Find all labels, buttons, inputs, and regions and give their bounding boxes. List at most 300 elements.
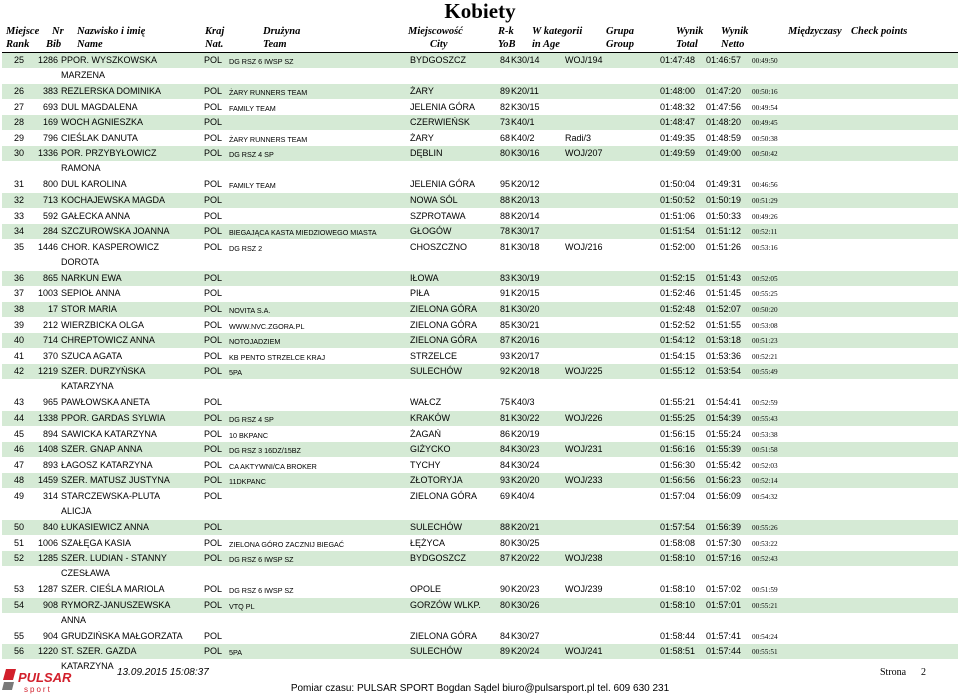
cell-nat: POL [204,148,223,159]
cell-category: K20/19 [511,428,540,439]
table-row [0,271,960,287]
cell-nat: POL [204,55,223,65]
cell-group: WOJ/238 [565,553,603,564]
cell-nat: POL [204,132,223,143]
cell-name: ST. SZER. GAZDA [61,646,137,657]
header-nazwisko: Nazwisko i imię [77,26,146,37]
cell-split: 00:52:43 [752,555,778,564]
cell-yob: 89 [499,646,510,657]
cell-yob: 90 [499,584,510,595]
cell-team: DG RSZ 6 IWSP SZ [229,586,294,596]
cell-nat: POL [204,272,223,283]
page-title: Kobiety [444,0,516,23]
cell-total: 01:58:10 [660,553,696,564]
cell-city: SULECHÓW [410,366,463,377]
cell-split: 00:53:38 [752,430,778,439]
cell-bib: 1003 [37,288,58,299]
cell-team: 10 BKPANC [229,430,269,440]
table-row [0,302,960,318]
cell-rank: 31 [13,179,24,190]
cell-team: 5PA [229,368,243,378]
cell-team: ŻARY RUNNERS TEAM [229,134,308,144]
cell-yob: 75 [499,397,510,408]
table-row [0,100,960,116]
cell-city: ZŁOTORYJA [410,475,463,486]
cell-netto: 01:54:39 [706,413,742,423]
cell-bib: 592 [42,210,58,221]
cell-name: NARKUN EWA [61,272,122,283]
cell-netto: 01:55:42 [706,459,742,470]
cell-yob: 80 [499,599,510,610]
cell-rank: 27 [13,101,24,112]
cell-bib: 1338 [37,413,58,423]
cell-city: DĘBLIN [410,148,443,159]
header-name: Name [77,39,103,50]
cell-nat: POL [204,630,223,641]
cell-team: DG RSZ 6 IWSP SZ [229,555,294,565]
cell-nat: POL [204,366,223,377]
cell-city: JELENIA GÓRA [410,179,476,190]
header-team: Team [263,39,287,50]
cell-city: CZERWIEŃSK [410,117,470,128]
cell-netto: 01:57:16 [706,553,742,564]
cell-total: 01:56:15 [660,428,696,439]
cell-total: 01:51:54 [660,226,696,237]
cell-netto: 01:57:02 [706,584,742,595]
cell-total: 01:58:51 [660,646,696,657]
cell-team: FAMILY TEAM [229,103,276,113]
cell-category: K20/12 [511,179,540,190]
cell-netto: 01:53:36 [706,350,742,361]
table-row [0,333,960,349]
cell-city: PIŁA [410,288,430,299]
cell-nat: POL [204,646,223,657]
cell-bib: 17 [47,304,58,314]
cell-netto: 01:54:41 [706,397,742,408]
cell-category: K30/14 [511,55,540,65]
table-row [0,489,960,520]
cell-name-continued: CZESŁAWA [61,568,110,579]
cell-team: ŻARY RUNNERS TEAM [229,88,308,97]
cell-yob: 93 [499,350,510,361]
cell-team: KB PENTO STRZELCE KRAJ [229,352,326,362]
cell-netto: 01:49:31 [706,179,742,190]
table-row [0,598,960,629]
cell-city: ZIELONA GÓRA [410,304,478,314]
cell-rank: 50 [13,522,24,532]
table-row [0,364,960,395]
cell-netto: 01:52:07 [706,304,742,314]
cell-category: K20/22 [511,553,540,564]
cell-split: 00:50:16 [752,88,778,96]
cell-name: SZAŁĘGA KASIA [61,537,132,548]
cell-yob: 83 [499,272,510,283]
cell-total: 01:58:10 [660,584,696,595]
cell-total: 01:51:06 [660,210,696,221]
cell-category: K20/11 [511,86,539,96]
cell-split: 00:55:25 [752,290,778,299]
cell-rank: 32 [13,195,24,205]
cell-team: BIEGAJĄCA KASTA MIEDZIOWEGO MIASTA [229,228,377,238]
cell-team: DG RSZ 4 SP [229,150,274,160]
cell-split: 00:55:51 [752,648,778,657]
cell-netto: 01:51:45 [706,288,742,299]
header-checkpoints: Check points [851,26,908,37]
header-inage: in Age [532,39,560,50]
cell-bib: 894 [42,428,58,439]
cell-rank: 56 [13,646,24,657]
cell-total: 01:54:15 [660,350,696,361]
cell-rank: 29 [13,132,24,143]
table-row [0,286,960,302]
cell-bib: 796 [42,132,58,143]
cell-category: K20/18 [511,366,540,377]
cell-total: 01:55:12 [660,366,696,377]
cell-team: ZIELONA GÓRO ZACZNIJ BIEGAĆ [229,539,345,549]
cell-netto: 01:56:09 [706,491,742,501]
cell-category: K30/26 [511,599,540,610]
cell-bib: 965 [42,397,58,408]
cell-rank: 34 [13,226,24,237]
cell-category: K20/24 [511,646,540,657]
cell-category: K30/19 [511,272,540,283]
cell-city: IŁOWA [410,272,439,283]
cell-rank: 38 [13,304,24,314]
table-row [0,411,960,427]
cell-split: 00:51:29 [752,197,778,205]
cell-city: OPOLE [410,584,442,595]
cell-name: GRUDZIŃSKA MAŁGORZATA [61,630,183,641]
cell-category: K30/17 [511,226,540,237]
table-row [0,146,960,177]
cell-bib: 383 [42,86,58,96]
cell-yob: 92 [499,366,510,377]
cell-nat: POL [204,319,223,330]
cell-split: 00:55:43 [752,415,778,423]
cell-netto: 01:50:19 [706,195,742,205]
cell-split: 00:46:56 [752,181,778,190]
cell-nat: POL [204,195,223,205]
header-miejscowosc: Miejscowość [408,26,463,37]
cell-name-continued: ALICJA [61,506,92,516]
cell-rank: 26 [13,86,24,96]
cell-yob: 84 [499,459,510,470]
cell-team: DG RSZ 3 16DZ/15BZ [229,446,301,456]
cell-bib: 693 [42,101,58,112]
cell-rank: 44 [13,413,24,423]
cell-name: PPOR. GARDAS SYLWIA [61,413,166,423]
cell-category: K20/17 [511,350,540,361]
cell-city: ZIELONA GÓRA [410,319,478,330]
cell-split: 00:52:05 [752,274,778,283]
cell-netto: 01:57:01 [706,599,742,610]
cell-total: 01:56:56 [660,475,696,486]
cell-rank: 35 [13,241,24,252]
cell-netto: 01:51:55 [706,319,742,330]
header-wkategorii: W kategorii [532,26,583,37]
cell-rank: 40 [13,335,24,346]
cell-team: FAMILY TEAM [229,181,276,191]
timing-credit: Pomiar czasu: PULSAR SPORT Bogdan Sądel biuro@pulsarsport.pl tel. 609 630 231 [290,683,670,694]
cell-nat: POL [204,553,223,564]
cell-total: 01:55:21 [660,397,696,408]
row-shading [2,302,958,317]
cell-total: 01:57:04 [660,491,696,501]
cell-city: TYCHY [410,459,441,470]
cell-name: PAWŁOWSKA ANETA [61,397,150,408]
cell-bib: 840 [42,522,58,532]
header-kraj: Kraj [205,26,225,37]
table-row [0,395,960,411]
cell-nat: POL [204,444,223,455]
cell-split: 00:53:16 [752,243,778,252]
cell-split: 00:53:08 [752,321,778,330]
cell-bib: 1286 [37,55,58,65]
cell-yob: 78 [499,226,510,237]
cell-name: CIEŚLAK DANUTA [61,132,138,143]
table-row [0,551,960,582]
header-yob: YoB [498,39,516,50]
cell-name: STARCZEWSKA-PLUTA [61,491,161,501]
table-row [0,84,960,100]
cell-city: WAŁCZ [410,397,442,408]
cell-category: K40/4 [511,491,535,501]
cell-name: POR. PRZYBYŁOWICZ [61,148,157,159]
cell-rank: 48 [13,475,24,486]
cell-bib: 1285 [37,553,58,564]
table-row [0,115,960,131]
cell-city: ŁĘŻYCA [410,537,446,548]
header-bib: Bib [46,39,62,50]
cell-nat: POL [204,475,223,486]
cell-netto: 01:49:00 [706,148,742,159]
header-nat: Nat. [205,39,224,50]
cell-nat: POL [204,491,223,501]
cell-city: GŁOGÓW [410,226,452,237]
cell-bib: 314 [42,491,58,501]
cell-category: K20/23 [511,584,540,595]
cell-bib: 212 [42,319,58,330]
cell-total: 01:49:35 [660,132,696,143]
cell-total: 01:48:32 [660,101,696,112]
cell-split: 00:49:54 [752,103,778,112]
cell-name: SZER. CIEŚLA MARIOLA [61,584,165,595]
cell-total: 01:58:10 [660,599,696,610]
cell-total: 01:52:46 [660,288,696,299]
cell-group: WOJ/216 [565,241,603,252]
cell-split: 00:51:23 [752,337,778,346]
cell-netto: 01:51:12 [706,226,742,237]
cell-city: ZIELONA GÓRA [410,491,478,501]
cell-team: DG RSZ 4 SP [229,415,274,424]
cell-rank: 54 [13,599,24,610]
cell-nat: POL [204,101,223,112]
table-row [0,473,960,489]
cell-city: GIŻYCKO [410,444,451,455]
cell-group: Radi/3 [565,132,592,143]
page-number: 2 [921,667,926,678]
table-row [0,318,960,334]
cell-nat: POL [204,522,223,532]
cell-rank: 47 [13,459,24,470]
cell-name: SEPIOŁ ANNA [61,288,121,299]
cell-yob: 80 [499,148,510,159]
cell-split: 00:52:11 [752,228,778,237]
cell-name: REZLERSKA DOMINIKA [61,86,162,96]
cell-yob: 81 [499,241,510,252]
cell-rank: 42 [13,366,24,377]
header-rank: Rank [6,39,30,50]
cell-netto: 01:55:24 [706,428,742,439]
header-total: Total [676,39,698,50]
header-miejsce: Miejsce [6,26,40,37]
table-row [0,209,960,225]
cell-split: 00:52:21 [752,352,778,361]
cell-city: JELENIA GÓRA [410,101,476,112]
cell-rank: 46 [13,444,24,455]
cell-bib: 893 [42,459,58,470]
cell-nat: POL [204,397,223,408]
cell-total: 01:52:52 [660,319,696,330]
cell-yob: 80 [499,537,510,548]
cell-netto: 01:56:23 [706,475,742,486]
cell-netto: 01:47:56 [706,101,742,112]
cell-category: K40/1 [511,117,535,128]
table-row [0,224,960,240]
cell-nat: POL [204,210,223,221]
cell-city: GORZÓW WLKP. [410,599,481,610]
cell-nat: POL [204,537,223,548]
cell-total: 01:54:12 [660,335,696,346]
cell-split: 00:52:03 [752,461,778,470]
header-wynik-total: Wynik [676,26,704,37]
header-wynik-netto: Wynik [721,26,749,37]
cell-split: 00:49:45 [752,119,778,128]
cell-yob: 82 [499,101,510,112]
cell-split: 00:52:14 [752,477,778,486]
cell-name: PPOR. WYSZKOWSKA [61,55,158,65]
table-row [0,458,960,474]
cell-nat: POL [204,304,223,314]
cell-nat: POL [204,117,223,128]
cell-team: DG RSZ 6 IWSP SZ [229,57,294,66]
cell-city: STRZELCE [410,350,458,361]
cell-netto: 01:56:39 [706,522,742,532]
cell-bib: 714 [42,335,58,346]
cell-total: 01:47:48 [660,55,696,65]
cell-nat: POL [204,335,223,346]
cell-yob: 84 [499,630,510,641]
cell-total: 01:50:52 [660,195,696,205]
cell-category: K20/21 [511,522,540,532]
cell-name-continued: KATARZYNA [61,381,114,392]
cell-name: ŁAGOSZ KATARZYNA [61,459,153,470]
cell-bib: 169 [42,117,58,128]
cell-team: CA AKTYWNI/CA BROKER [229,461,317,471]
cell-bib: 284 [42,226,58,237]
cell-group: WOJ/241 [565,646,603,657]
table-row [0,520,960,536]
cell-name: SZER. DURZYŃSKA [61,366,146,377]
cell-team: NOVITA S.A. [229,306,271,315]
cell-total: 01:49:59 [660,148,696,159]
header-city: City [430,39,448,50]
cell-total: 01:52:48 [660,304,696,314]
header-druzyna: Drużyna [263,26,301,37]
cell-yob: 87 [499,335,510,346]
cell-split: 00:50:42 [752,150,778,159]
cell-total: 01:55:25 [660,413,696,423]
row-shading [2,644,958,659]
cell-yob: 88 [499,195,510,205]
cell-rank: 36 [13,272,24,283]
cell-rank: 45 [13,428,24,439]
cell-yob: 88 [499,210,510,221]
table-row [0,349,960,365]
cell-nat: POL [204,584,223,595]
cell-rank: 39 [13,319,24,330]
cell-team: WWW.NVC.ZGORA.PL [229,321,305,331]
cell-name-continued: KATARZYNA [61,661,114,672]
cell-yob: 85 [499,319,510,330]
cell-yob: 73 [499,117,510,128]
cell-yob: 93 [499,475,510,486]
cell-category: K30/20 [511,304,540,314]
table-row [0,240,960,271]
cell-yob: 89 [499,86,510,96]
cell-name-continued: RAMONA [61,163,101,174]
cell-team: 11DKPANC [229,477,266,487]
table-row [0,177,960,193]
row-shading [2,271,958,286]
cell-yob: 88 [499,522,510,532]
cell-group: WOJ/207 [565,148,603,159]
cell-split: 00:55:49 [752,368,778,377]
cell-city: SZPROTAWA [410,210,466,221]
logo-text: PULSAR [18,670,72,685]
cell-total: 01:50:04 [660,179,696,190]
cell-split: 00:51:58 [752,446,778,455]
cell-split: 00:54:24 [752,632,778,641]
cell-group: WOJ/239 [565,584,603,595]
page-label: Strona [880,667,907,678]
cell-total: 01:52:15 [660,272,696,283]
cell-rank: 53 [13,584,24,595]
cell-bib: 370 [42,350,58,361]
table-row [0,427,960,443]
cell-total: 01:56:16 [660,444,696,455]
table-row [0,131,960,147]
cell-name-continued: ANNA [61,614,87,625]
row-shading [2,442,958,457]
cell-split: 00:55:26 [752,524,778,532]
cell-netto: 01:53:18 [706,335,742,346]
cell-category: K20/13 [511,195,540,205]
cell-rank: 51 [13,537,24,548]
cell-city: CHOSZCZNO [410,241,467,252]
cell-category: K20/16 [511,335,540,346]
cell-split: 00:55:21 [752,601,778,610]
cell-name: SZER. LUDIAN - STANNY [61,553,167,564]
cell-bib: 1220 [37,646,58,657]
cell-name: RYMORZ-JANUSZEWSKA [61,599,171,610]
cell-name: STOR MARIA [61,304,117,314]
cell-city: NOWA SÓL [410,195,458,205]
cell-netto: 01:46:57 [706,55,742,65]
cell-bib: 800 [42,179,58,190]
cell-city: KRAKÓW [410,413,451,423]
cell-yob: 81 [499,413,510,423]
